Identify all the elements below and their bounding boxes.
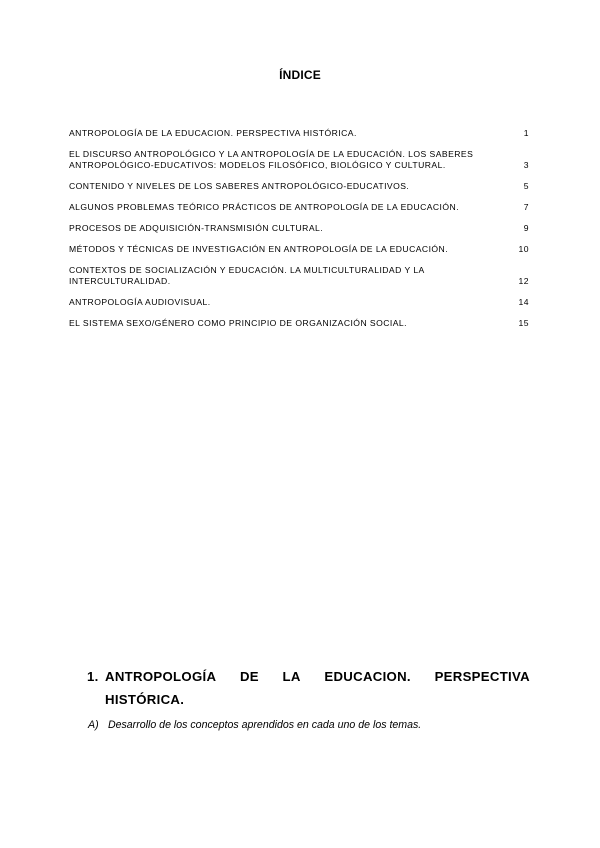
toc-entry-page: 7 xyxy=(523,202,529,212)
subitem xyxy=(88,718,421,732)
section-heading xyxy=(87,665,530,711)
toc-entry-text: PROCESOS DE ADQUISICIÓN-TRANSMISIÓN CULTURAL. xyxy=(69,223,324,233)
section-title-word: LA xyxy=(282,669,301,684)
toc-entry-text: ALGUNOS PROBLEMAS TEÓRICO PRÁCTICOS DE ANTROPOLOGÍA DE LA EDUCACIÓN. xyxy=(69,202,460,212)
toc-entry[interactable] xyxy=(69,265,531,287)
toc-entry-page: 12 xyxy=(518,276,529,286)
toc-entry-page: 5 xyxy=(523,181,529,191)
toc-entry-page: 9 xyxy=(523,223,529,233)
toc-entry-page: 15 xyxy=(518,318,529,328)
toc-entry-page: 14 xyxy=(518,297,529,307)
section-title-word: PERSPECTIVA xyxy=(434,669,530,684)
toc-entry-text: EL DISCURSO ANTROPOLÓGICO Y LA ANTROPOLOGÍA DE LA EDUCACIÓN. LOS SABERES ANTROPOLÓGICO-EDUCATIVOS: MODELOS FILOSÓFICO, BIOLÓGICO Y CULTURAL. xyxy=(69,149,474,170)
toc-entry-page: 3 xyxy=(523,160,529,170)
toc-entry-text: EL SISTEMA SEXO/GÉNERO COMO PRINCIPIO DE ORGANIZACIÓN SOCIAL. xyxy=(69,318,407,328)
subitem-label: A) xyxy=(88,719,99,731)
toc-entry-text: MÉTODOS Y TÉCNICAS DE INVESTIGACIÓN EN ANTROPOLOGÍA DE LA EDUCACIÓN. xyxy=(69,244,449,254)
section-title-line-1 xyxy=(105,665,530,688)
table-of-contents xyxy=(69,128,531,339)
toc-entry[interactable] xyxy=(69,318,531,329)
subitem-text: Desarrollo de los conceptos aprendidos en cada uno de los temas. xyxy=(107,719,422,731)
section-title-word: ANTROPOLOGÍA xyxy=(105,669,217,684)
toc-entry-page: 10 xyxy=(518,244,529,254)
section-number: 1. xyxy=(87,669,99,684)
toc-entry-text: CONTEXTOS DE SOCIALIZACIÓN Y EDUCACIÓN. LA MULTICULTURALIDAD Y LA INTERCULTURALIDAD. xyxy=(69,265,425,286)
toc-entry[interactable] xyxy=(69,202,531,213)
section-title-word: DE xyxy=(239,669,259,684)
toc-entry-text: ANTROPOLOGÍA AUDIOVISUAL. xyxy=(69,297,211,307)
section-title-line-2: HISTÓRICA. xyxy=(105,692,185,707)
toc-entry[interactable] xyxy=(69,149,531,171)
toc-entry-page: 1 xyxy=(523,128,529,138)
toc-entry[interactable] xyxy=(69,128,531,139)
toc-entry[interactable] xyxy=(69,297,531,308)
toc-entry-text: CONTENIDO Y NIVELES DE LOS SABERES ANTROPOLÓGICO-EDUCATIVOS. xyxy=(69,181,410,191)
toc-entry[interactable] xyxy=(69,244,531,255)
toc-entry[interactable] xyxy=(69,223,531,234)
toc-entry[interactable] xyxy=(69,181,531,192)
toc-title: ÍNDICE xyxy=(279,68,321,82)
section-title xyxy=(105,665,530,711)
section-title-word: EDUCACION. xyxy=(324,669,411,684)
toc-entry-text: ANTROPOLOGÍA DE LA EDUCACION. PERSPECTIVA HISTÓRICA. xyxy=(69,128,357,138)
